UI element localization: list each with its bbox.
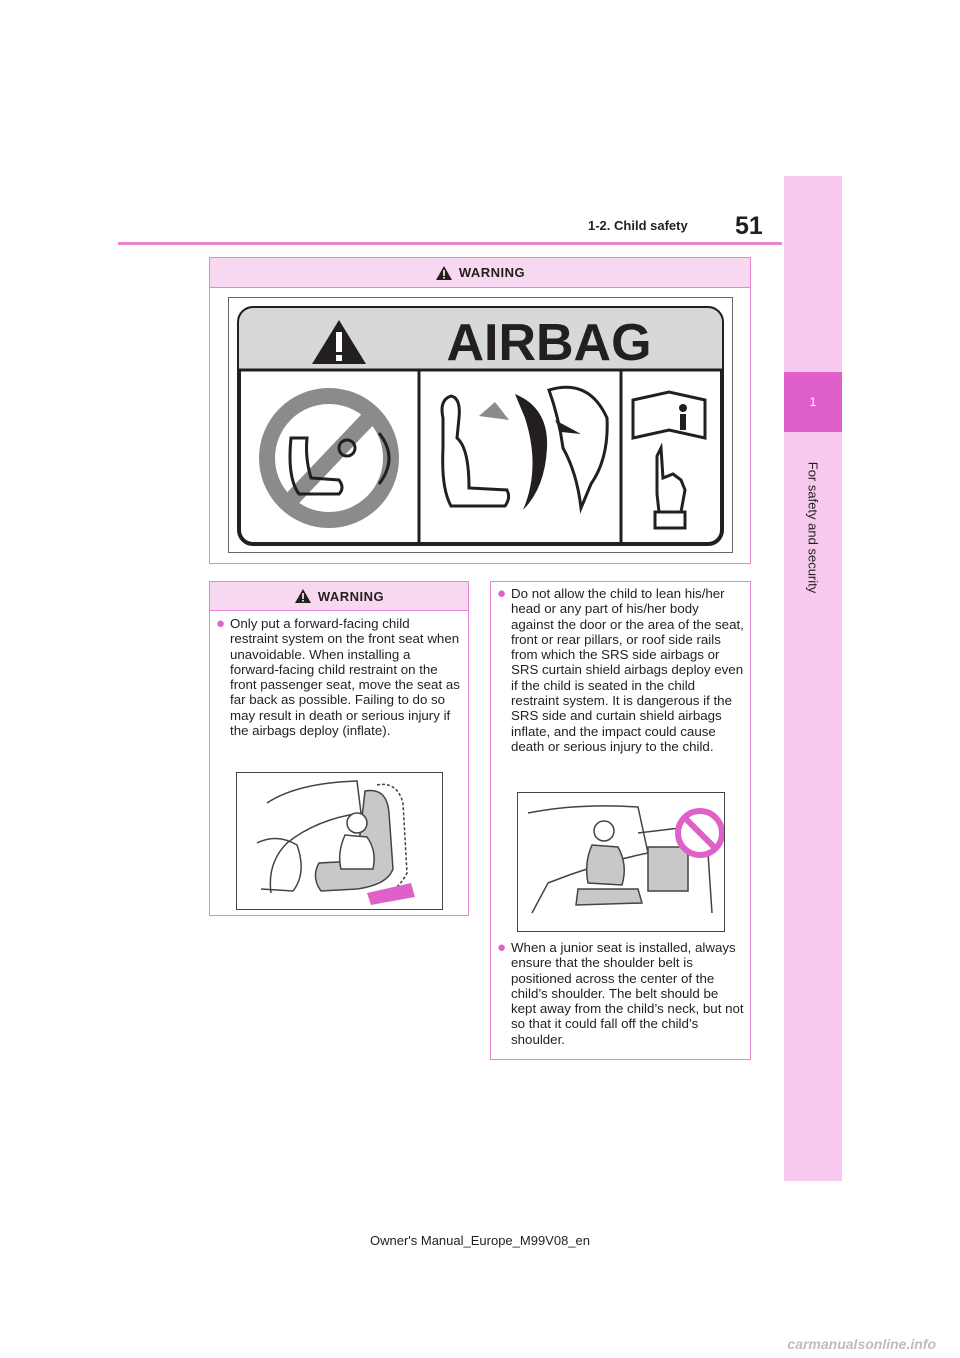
warning-box-top bbox=[209, 257, 751, 564]
bullet-icon: ● bbox=[216, 615, 226, 632]
child-seat-front-illustration bbox=[236, 772, 443, 910]
warning-box-left bbox=[209, 581, 469, 916]
junior-seat-illustration bbox=[517, 792, 725, 932]
warning-box-right bbox=[490, 581, 751, 1060]
bullet-text: Do not allow the child to lean his/her head or any part of his/her body against the door or the area of the seat, front or rear pillars, or roof side rails from which the SRS side airbags or SRS curtain shield airbags deploy even if the child is seated in the child restraint system. It is dangerous if the SRS side and curtain shield airbags inflate, and the impact could cause death or serious injury to the child. bbox=[511, 586, 744, 754]
list-item bbox=[497, 940, 744, 1047]
page-number: 51 bbox=[735, 212, 763, 240]
chapter-title: For safety and security bbox=[805, 461, 821, 594]
warning-body-second bbox=[497, 940, 744, 1047]
bullet-icon: ● bbox=[497, 585, 507, 602]
header-divider bbox=[118, 242, 782, 245]
bullet-text: Only put a forward-facing child restraint system on the front seat when unavoidable. When installing a forward-facing child restraint on the front passenger seat, move the seat as far back as possible. Failing to do so may result in death or serious injury if the airbags deploy (inflate). bbox=[230, 616, 460, 739]
bullet-icon: ● bbox=[497, 939, 507, 956]
warning-label: WARNING bbox=[458, 265, 526, 280]
airbag-label-drawing bbox=[229, 298, 732, 552]
warning-label: WARNING bbox=[317, 588, 385, 604]
warning-triangle-icon bbox=[435, 265, 453, 281]
warning-header bbox=[210, 258, 750, 288]
chapter-number: 1 bbox=[809, 395, 817, 409]
section-title: 1-2. Child safety bbox=[588, 218, 688, 233]
warning-triangle-icon bbox=[294, 588, 312, 604]
warning-body bbox=[210, 611, 468, 738]
watermark: carmanualsonline.info bbox=[787, 1336, 936, 1352]
footer-text: Owner's Manual_Europe_M99V08_en bbox=[369, 1233, 590, 1248]
list-item bbox=[497, 586, 744, 754]
bullet-text: When a junior seat is installed, always ensure that the shoulder belt is positioned across the center of the child’s shoulder. The belt should be kept away from the child’s neck, but not so that it could fall off the child’s shoulder. bbox=[511, 940, 744, 1047]
list-item bbox=[216, 616, 460, 738]
chapter-side-tab bbox=[784, 176, 842, 1181]
airbag-label-illustration bbox=[228, 297, 733, 553]
warning-body bbox=[491, 582, 750, 754]
warning-header bbox=[210, 582, 468, 611]
airbag-title: AIRBAG bbox=[446, 314, 652, 372]
